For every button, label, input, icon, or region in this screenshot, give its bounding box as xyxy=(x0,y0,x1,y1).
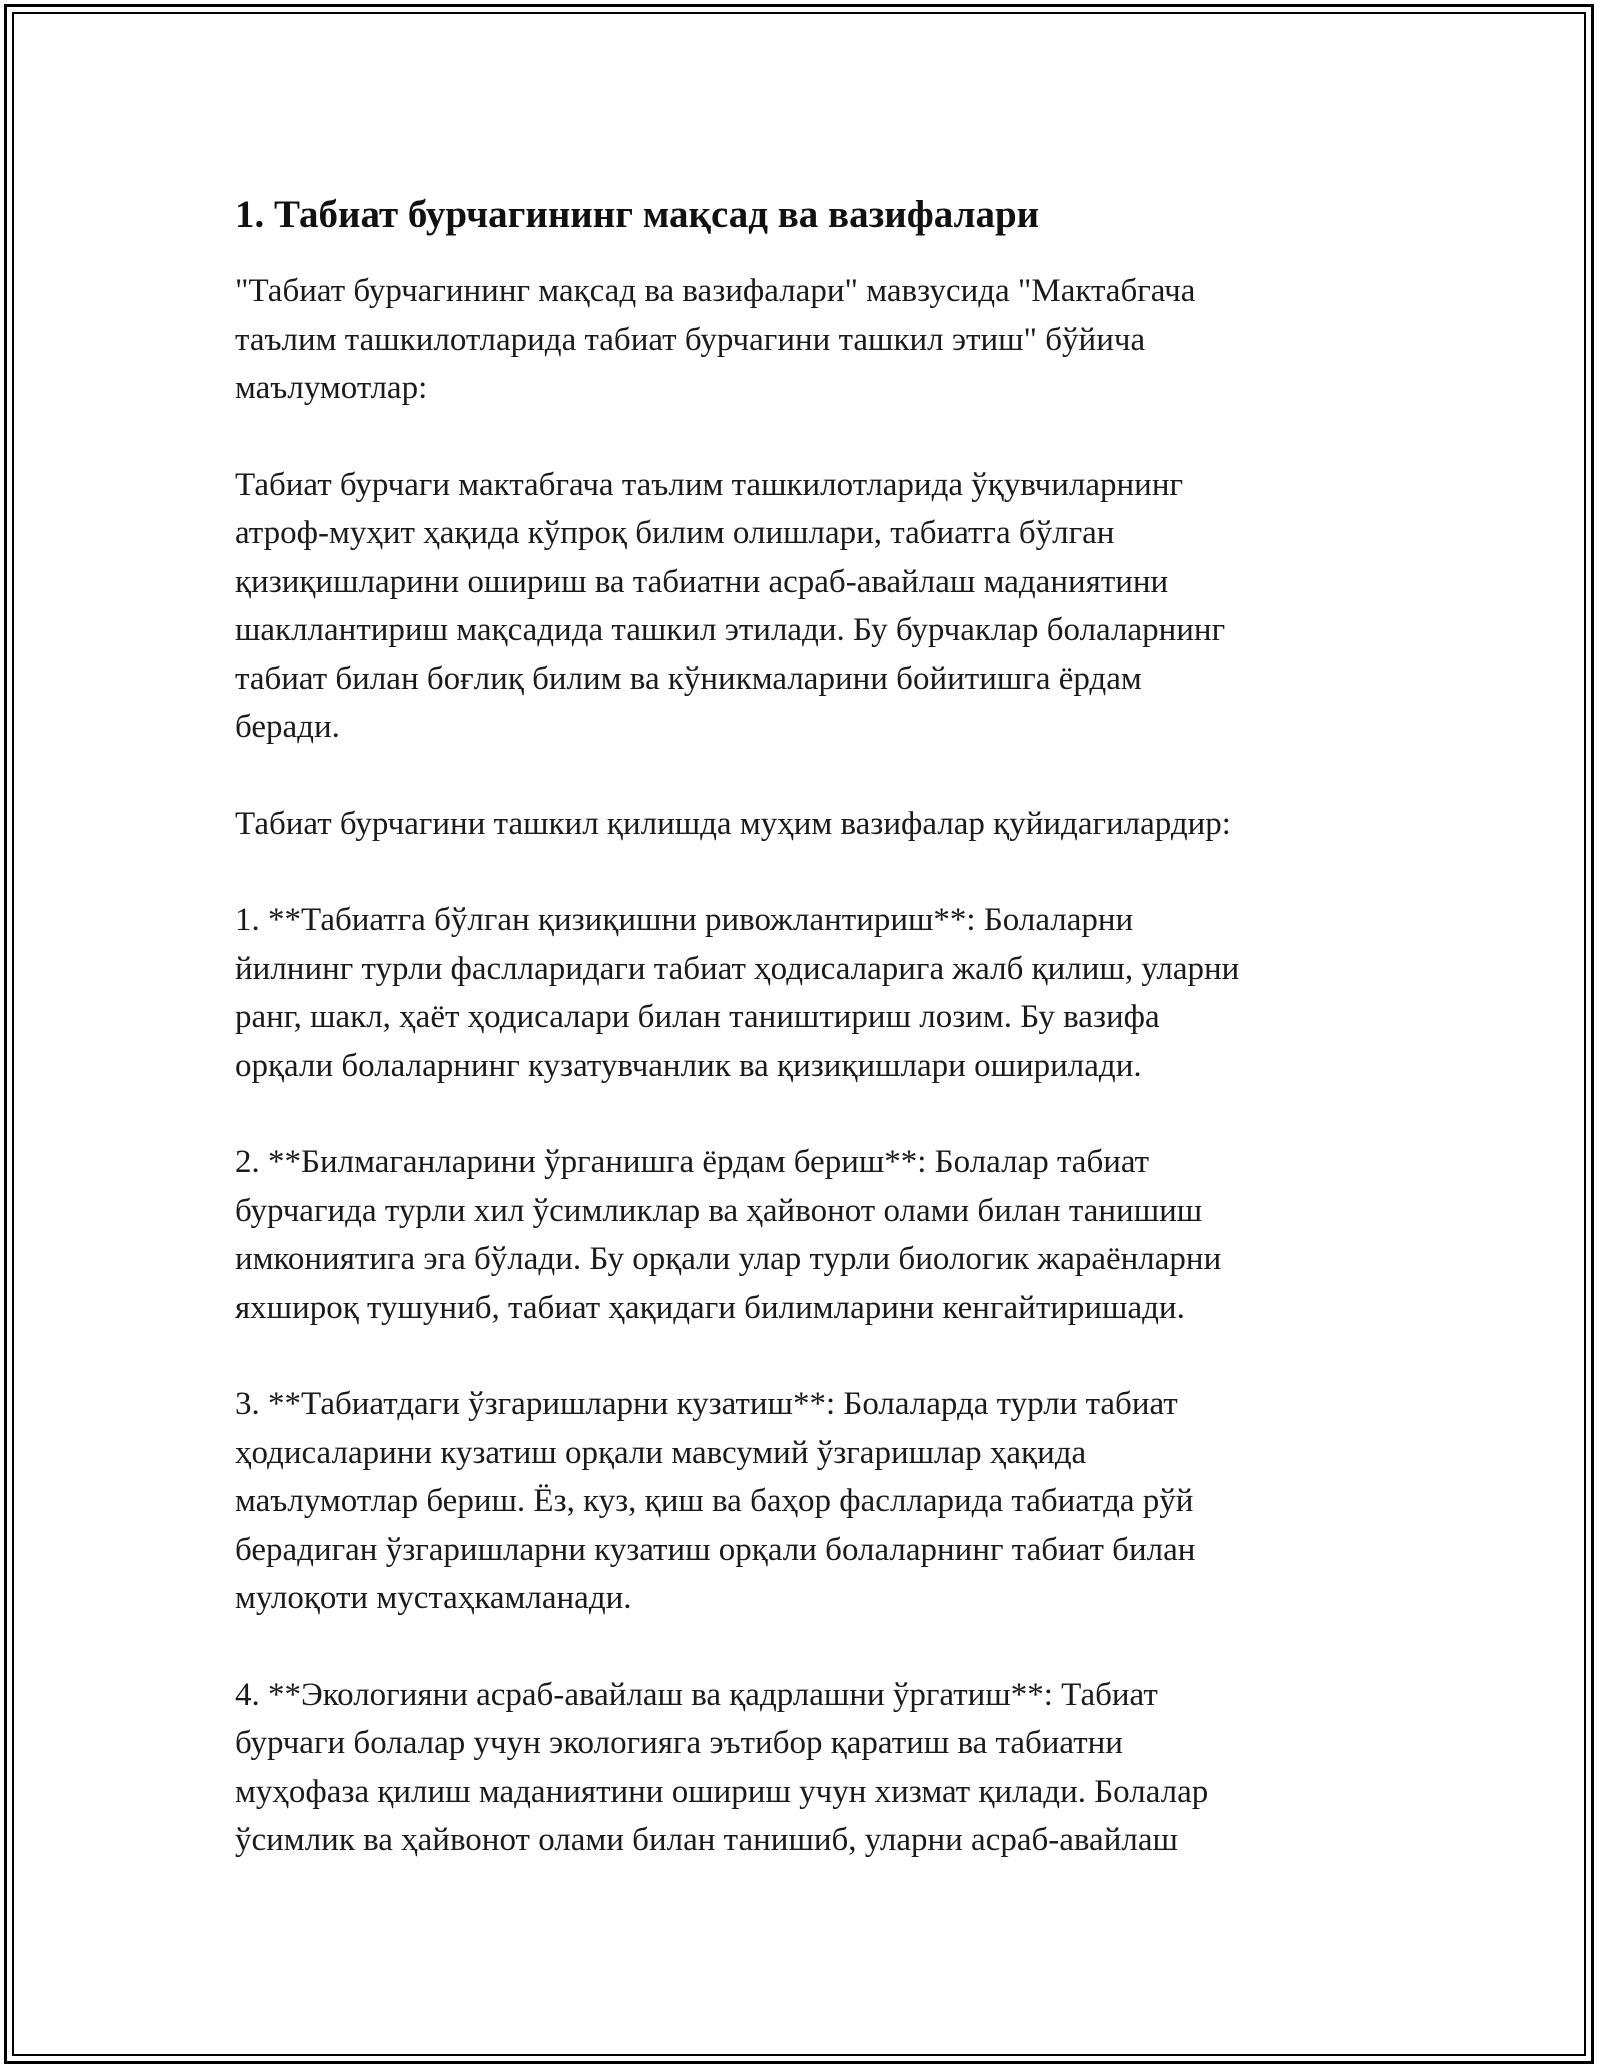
paragraph-description: Табиат бурчаги мактабгача таълим ташкилотларида ўқувчиларнинг атроф-муҳит ҳақида кўпроқ билим олишлари, табиатга бўлган қизиқишларини ошириш ва табиатни асраб-авайлаш маданиятини шакллантириш мақсадида ташкил этилади. Бу бурчаклар болаларнинг табиат билан боғлиқ билим ва кўникмаларини бойитишга ёрдам беради. xyxy=(235,466,1226,745)
list-item-4: 4. **Экологияни асраб-авайлаш ва қадрлашни ўргатиш**: Табиат бурчаги болалар учун экологияга эътибор қаратиш ва табиатни муҳофаза қилиш маданиятини ошириш учун хизмат қилади. Болалар ўсимлик ва ҳайвонот олами билан танишиб, уларни асраб-авайлаш xyxy=(235,1676,1209,1858)
list-item-1: 1. **Табиатга бўлган қизиқишни ривожлантириш**: Болаларни йилнинг турли фаслларидаги табиат ҳодисаларига жалб қилиш, уларни ранг, шакл, ҳаёт ҳодисалари билан таништириш лозим. Бу вазифа орқали болаларнинг кузатувчанлик ва қизиқишлари оширилади. xyxy=(235,902,1240,1084)
list-item-2: 2. **Билмаганларини ўрганишга ёрдам бериш**: Болалар табиат бурчагида турли хил ўсимликлар ва ҳайвонот олами билан танишиш имкониятига эга бўлади. Бу орқали улар турли биологик жараёнларни яхшироқ тушуниб, табиат ҳақидаги билимларини кенгайтиришади. xyxy=(235,1144,1222,1326)
paragraph-tasks-lead: Табиат бурчагини ташкил қилишда муҳим вазифалар қуйидагилардир: xyxy=(235,805,1231,842)
document-body xyxy=(235,185,1365,1913)
list-item-3: 3. **Табиатдаги ўзгаришларни кузатиш**: Болаларда турли табиат ҳодисаларини кузатиш орқали мавсумий ўзгаришлар ҳақида маълумотлар бериш. Ёз, куз, қиш ва баҳор фаслларида табиатда рўй берадиган ўзгаришларни кузатиш орқали болаларнинг табиат билан мулоқоти мустаҳкамланади. xyxy=(235,1386,1196,1616)
document-title: 1. Табиат бурчагининг мақсад ва вазифалари xyxy=(235,193,1040,236)
paragraph-intro: "Табиат бурчагининг мақсад ва вазифалари" мавзусида "Мактабгача таълим ташкилотларида табиат бурчагини ташкил этиш" бўйича маълумотлар: xyxy=(235,273,1196,406)
